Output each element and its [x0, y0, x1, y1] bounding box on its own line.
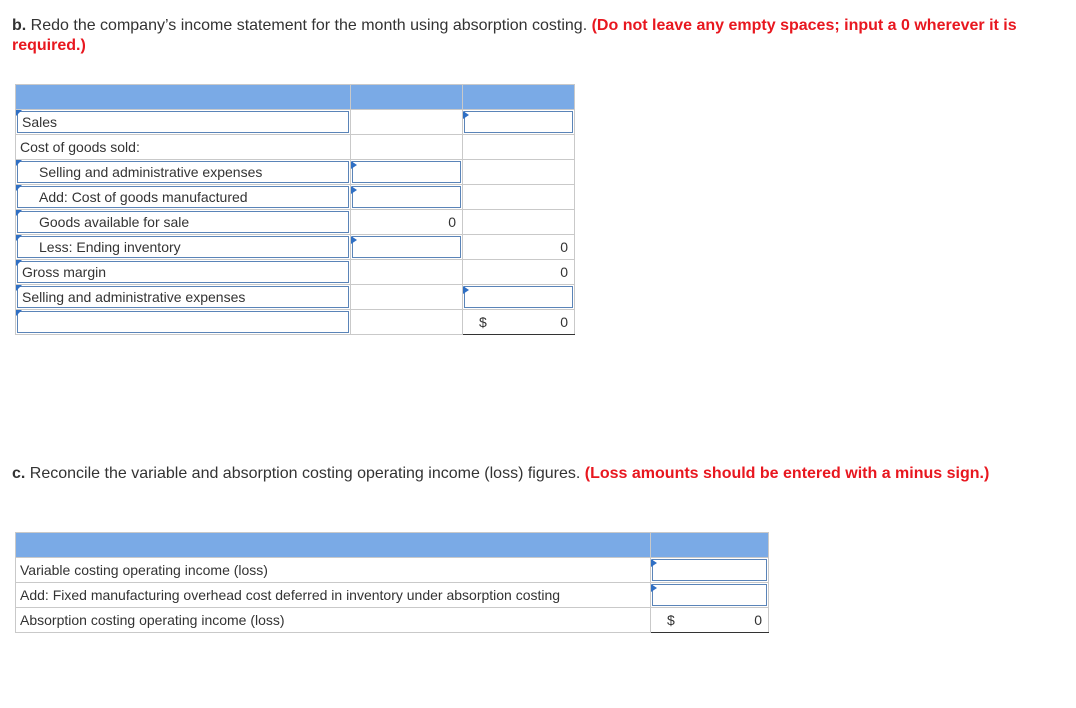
net-income-label-input[interactable]	[17, 311, 349, 333]
gross-margin-label-input[interactable]	[17, 261, 349, 283]
input-marker-icon	[651, 559, 657, 567]
currency-symbol: $	[667, 612, 675, 628]
table-row	[16, 583, 769, 608]
table-row	[16, 110, 575, 135]
table-header-row	[16, 533, 769, 558]
cogs-col2-cell	[351, 135, 463, 160]
goods-available-col2-cell	[351, 210, 463, 235]
row-label-cell[interactable]	[16, 185, 351, 210]
header-cell-label	[16, 533, 651, 558]
deferred-overhead-label: Add: Fixed manufacturing overhead cost deferred in inventory under absorption costing	[20, 587, 561, 603]
part-b-instructions	[12, 16, 1032, 56]
absorption-income-label: Absorption costing operating income (loss)	[20, 612, 285, 628]
cogs-total-cell	[463, 235, 575, 260]
variable-income-cell[interactable]	[651, 558, 769, 583]
gross-margin-col2-cell	[351, 260, 463, 285]
goods-available-value: 0	[448, 214, 456, 230]
dropdown-marker-icon	[16, 285, 22, 291]
row-label-cell[interactable]	[16, 160, 351, 185]
sga-label-input[interactable]	[17, 286, 349, 308]
row-label-cell	[16, 135, 351, 160]
row-label-cell[interactable]	[16, 285, 351, 310]
ending-inventory-col2-cell[interactable]	[351, 235, 463, 260]
currency-symbol: $	[479, 314, 487, 330]
absorption-income-cell	[651, 608, 769, 633]
row-label-cell	[16, 558, 651, 583]
cogm-col3-cell	[463, 185, 575, 210]
sales-label-input[interactable]	[17, 111, 349, 133]
dropdown-marker-icon	[16, 235, 22, 241]
table-row	[16, 260, 575, 285]
sga-amount-input[interactable]	[464, 286, 573, 308]
header-cell-value	[651, 533, 769, 558]
ending-inventory-label-input[interactable]	[17, 236, 349, 258]
sales-amount-input[interactable]	[464, 111, 573, 133]
absorption-income-value: 0	[754, 612, 762, 628]
ending-inventory-amount-input[interactable]	[352, 236, 461, 258]
gross-margin-value: 0	[560, 264, 568, 280]
part-b-instruction-text: Redo the company’s income statement for the month using absorption costing.	[30, 17, 588, 34]
row-label-cell	[16, 583, 651, 608]
dropdown-marker-icon	[16, 310, 22, 316]
table-row	[16, 558, 769, 583]
goods-available-col3-cell	[463, 210, 575, 235]
cogs-total-value: 0	[560, 239, 568, 255]
net-income-value: 0	[560, 314, 568, 330]
cogs-line1-label-input[interactable]	[17, 161, 349, 183]
sales-col3-cell[interactable]	[463, 110, 575, 135]
table-row	[16, 310, 575, 335]
input-marker-icon	[351, 186, 357, 194]
cogs-line1-amount-input[interactable]	[352, 161, 461, 183]
net-income-col2-cell	[351, 310, 463, 335]
table-row	[16, 235, 575, 260]
row-label-cell	[16, 608, 651, 633]
row-label-cell[interactable]	[16, 260, 351, 285]
table-row	[16, 185, 575, 210]
cogs-col3-cell	[463, 135, 575, 160]
reconciliation-table	[15, 532, 769, 633]
dropdown-marker-icon	[16, 160, 22, 166]
row-label-cell[interactable]	[16, 110, 351, 135]
variable-income-label: Variable costing operating income (loss)	[20, 562, 268, 578]
row-label-cell[interactable]	[16, 310, 351, 335]
dropdown-marker-icon	[16, 110, 22, 116]
table-row	[16, 210, 575, 235]
cogs-line1-col3-cell	[463, 160, 575, 185]
input-marker-icon	[351, 236, 357, 244]
table-row	[16, 285, 575, 310]
net-income-col3-cell	[463, 310, 575, 335]
sga-col3-cell[interactable]	[463, 285, 575, 310]
header-cell-col2	[351, 85, 463, 110]
table-header-row	[16, 85, 575, 110]
header-cell-label	[16, 85, 351, 110]
income-statement-table	[15, 84, 575, 335]
header-cell-col3	[463, 85, 575, 110]
part-c-letter: c.	[12, 465, 26, 482]
cogs-line1-col2-cell[interactable]	[351, 160, 463, 185]
deferred-overhead-cell[interactable]	[651, 583, 769, 608]
row-label-cell[interactable]	[16, 235, 351, 260]
table-row	[16, 608, 769, 633]
input-marker-icon	[463, 286, 469, 294]
part-c-instructions	[12, 464, 1042, 484]
table-row	[16, 160, 575, 185]
input-marker-icon	[351, 161, 357, 169]
sga-col2-cell	[351, 285, 463, 310]
dropdown-marker-icon	[16, 210, 22, 216]
row-label-cell[interactable]	[16, 210, 351, 235]
dropdown-marker-icon	[16, 260, 22, 266]
deferred-overhead-input[interactable]	[652, 584, 767, 606]
goods-available-label-input[interactable]	[17, 211, 349, 233]
gross-margin-col3-cell	[463, 260, 575, 285]
cogm-col2-cell[interactable]	[351, 185, 463, 210]
input-marker-icon	[463, 111, 469, 119]
table-row	[16, 135, 575, 160]
part-b-requirement: (Do not leave any empty spaces; input a 0 wherever it is required.)	[12, 17, 1017, 54]
cogs-heading-label: Cost of goods sold:	[20, 139, 140, 155]
cogm-amount-input[interactable]	[352, 186, 461, 208]
cogm-label-input[interactable]	[17, 186, 349, 208]
dropdown-marker-icon	[16, 185, 22, 191]
sales-col2-cell	[351, 110, 463, 135]
input-marker-icon	[651, 584, 657, 592]
part-b-letter: b.	[12, 17, 27, 34]
part-c-instruction-text: Reconcile the variable and absorption costing operating income (loss) figures.	[29, 465, 581, 482]
variable-income-input[interactable]	[652, 559, 767, 581]
part-c-requirement: (Loss amounts should be entered with a minus sign.)	[584, 465, 990, 482]
